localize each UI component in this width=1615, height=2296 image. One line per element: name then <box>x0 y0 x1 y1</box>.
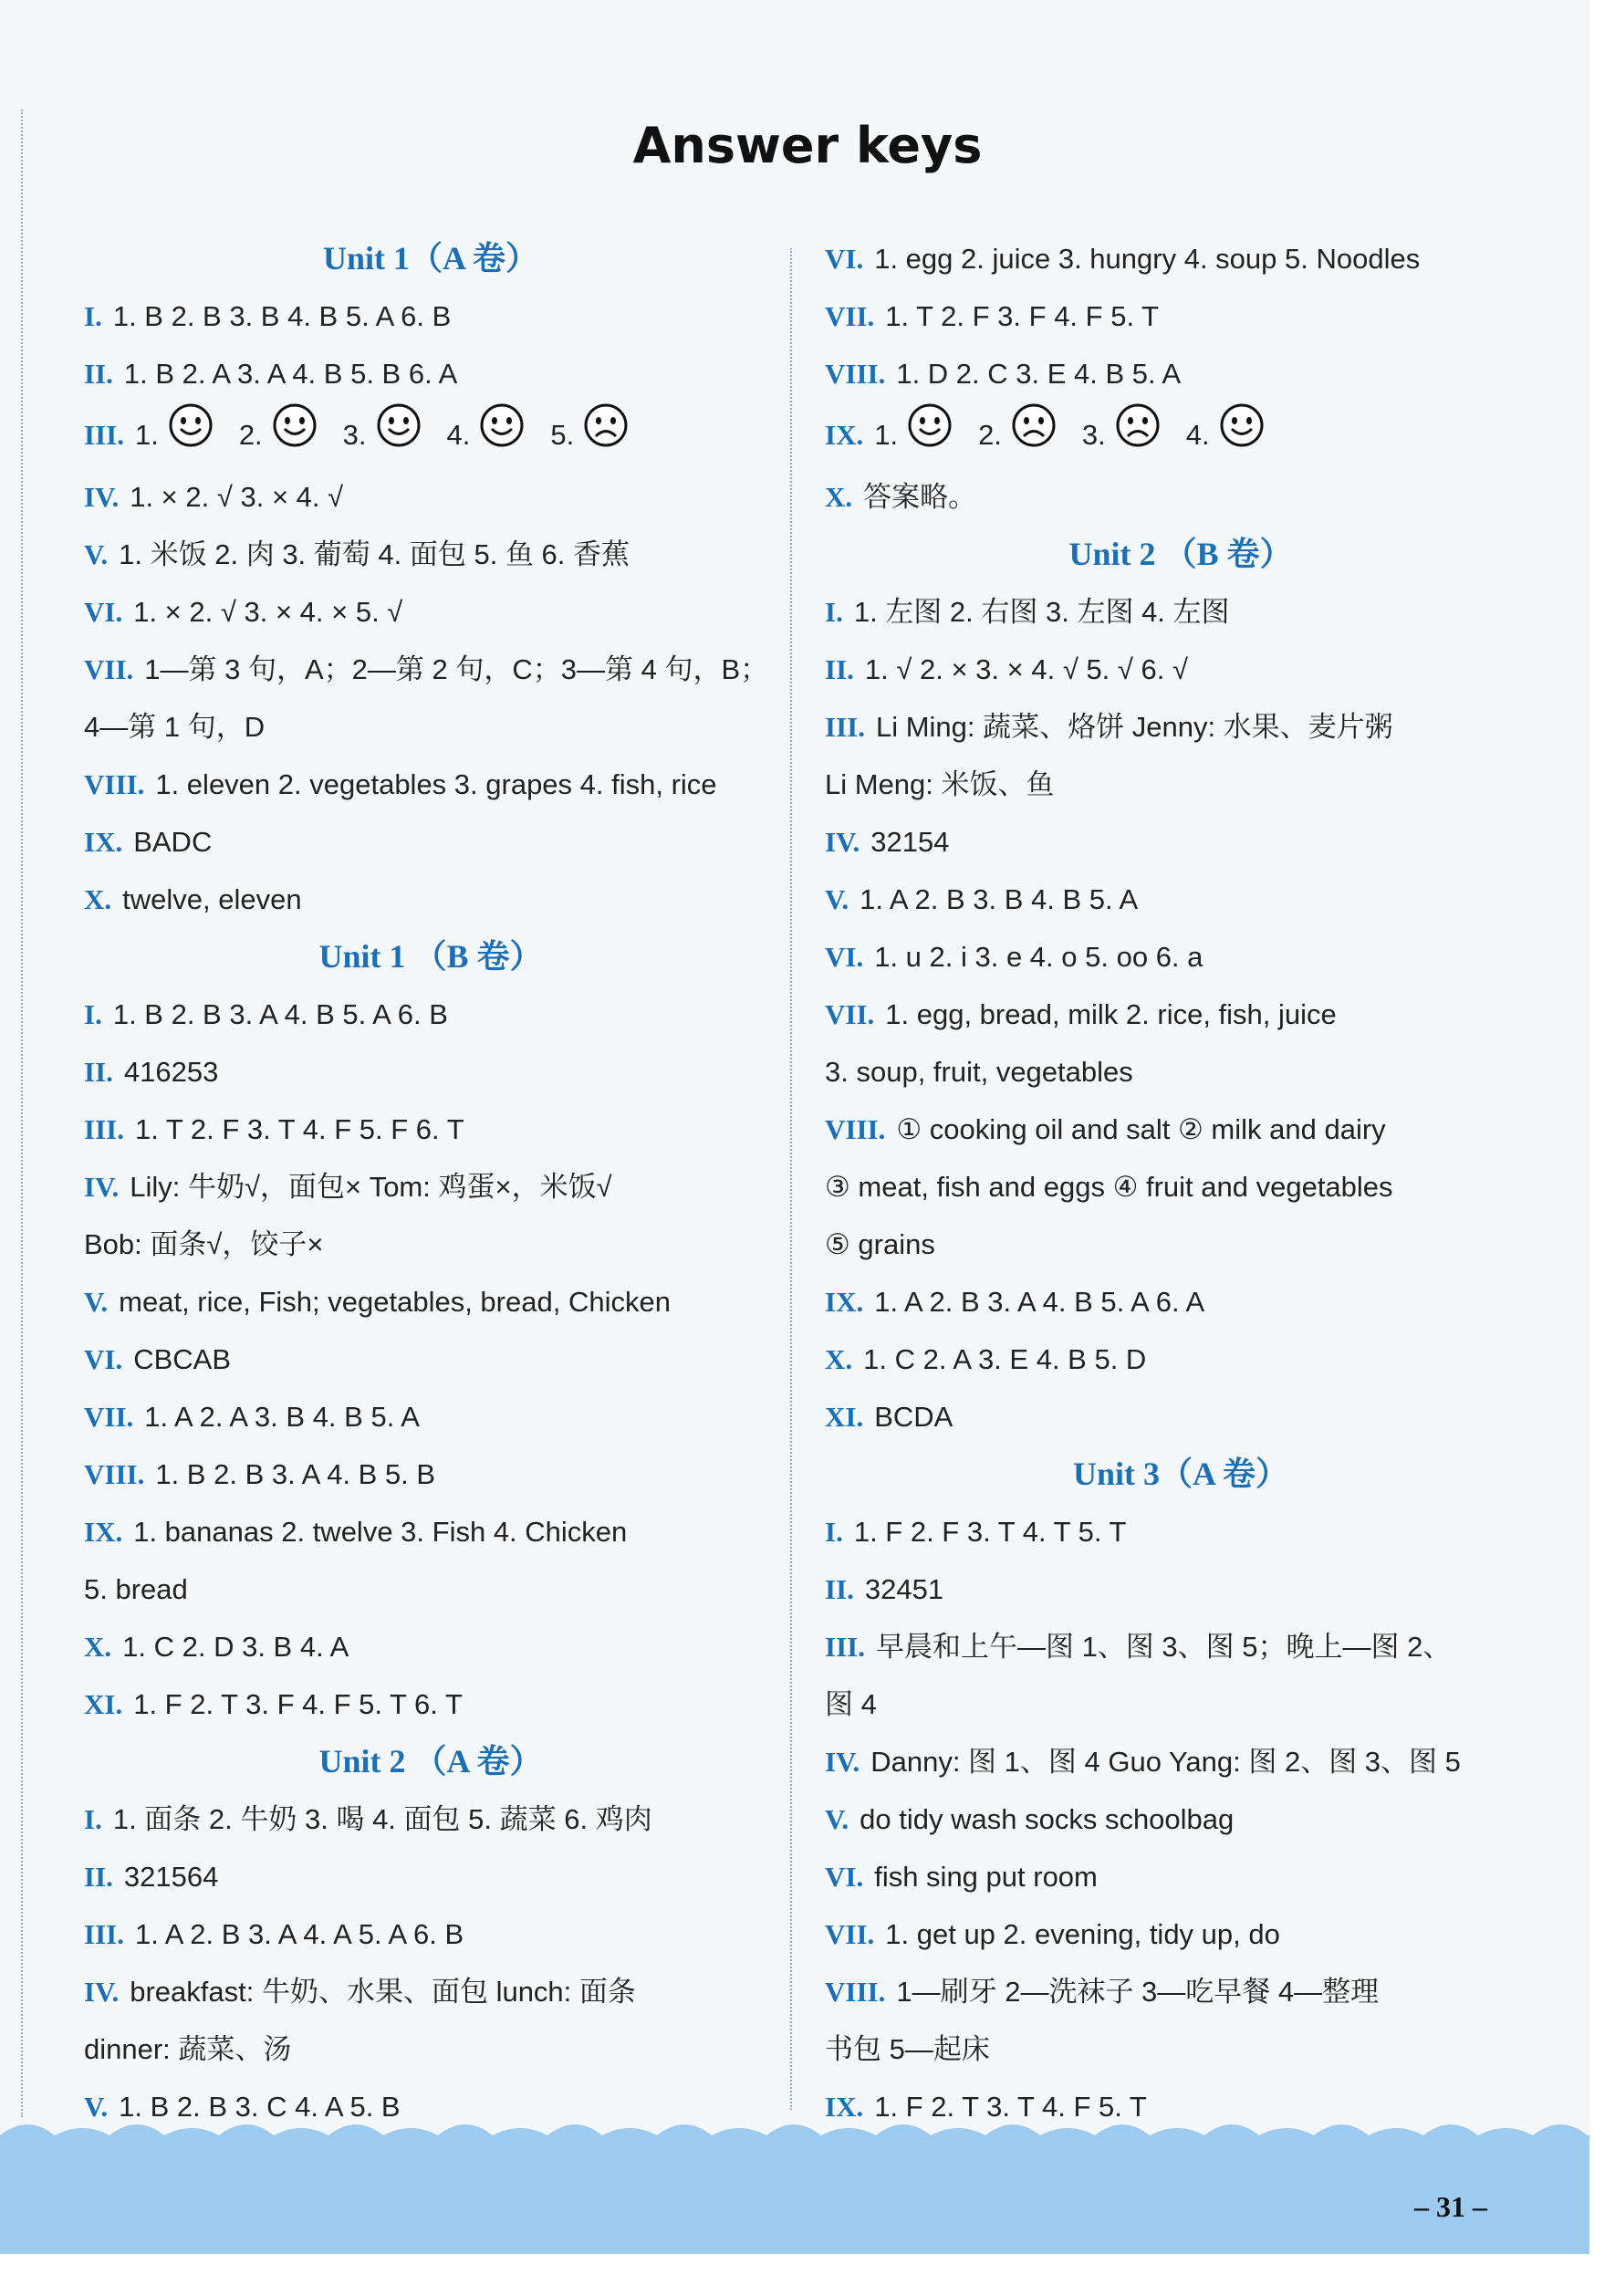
answer-text: 3. soup, fruit, vegetables <box>825 1056 1133 1088</box>
answer-text: 1. eleven 2. vegetables 3. grapes 4. fish, rice <box>155 768 717 800</box>
answer-text: ③ meat, fish and eggs ④ fruit and vegetables <box>825 1171 1393 1203</box>
face-label: 3. <box>342 419 367 452</box>
face-label: 2. <box>238 419 263 452</box>
question-number: VII. <box>84 1401 134 1433</box>
question-number: VII. <box>825 300 875 332</box>
answer-text: Bob: 面条√，饺子× <box>84 1228 324 1260</box>
question-number: VI. <box>84 1343 123 1375</box>
answer-line <box>825 287 1537 345</box>
answer-line <box>825 928 1537 986</box>
question-number: X. <box>84 883 112 915</box>
answer-text: 1. B 2. A 3. A 4. B 5. B 6. A <box>123 358 458 390</box>
question-number: IV. <box>84 1976 120 2008</box>
answer-text: fish sing put room <box>874 1861 1098 1893</box>
question-number: V. <box>84 1286 109 1318</box>
question-number: I. <box>84 300 102 332</box>
smiley-face-icon <box>272 402 318 472</box>
answer-text: 416253 <box>123 1056 219 1088</box>
answer-text: 1. 米饭 2. 肉 3. 葡萄 4. 面包 5. 鱼 6. 香蕉 <box>119 538 630 570</box>
answer-line <box>825 583 1537 641</box>
answer-text: 1. bananas 2. twelve 3. Fish 4. Chicken <box>133 1516 628 1548</box>
answer-text: 1. T 2. F 3. T 4. F 5. F 6. T <box>134 1113 464 1145</box>
answer-line <box>84 986 777 1043</box>
question-number: III. <box>84 1918 124 1950</box>
question-number: I. <box>825 596 843 628</box>
question-number: I. <box>825 1516 843 1548</box>
question-number: IX. <box>825 2091 864 2123</box>
face-label: 5. <box>550 419 575 452</box>
question-number: VIII. <box>825 358 886 390</box>
question-number: VIII. <box>825 1976 886 2008</box>
answer-text: ① cooking oil and salt ② milk and dairy <box>896 1113 1386 1145</box>
answer-text: breakfast: 牛奶、水果、面包 lunch: 面条 <box>130 1976 636 2008</box>
answer-text: 1. A 2. B 3. A 4. A 5. A 6. B <box>134 1918 464 1950</box>
smiley-face-icon <box>479 402 525 472</box>
answer-continuation <box>825 1043 1537 1101</box>
answer-line-faces <box>84 402 777 468</box>
question-number: III. <box>825 711 865 743</box>
question-number: V. <box>84 538 109 570</box>
answer-text: 1—第 3 句，A；2—第 2 句，C；3—第 4 句，B； <box>144 653 769 685</box>
question-number: VIII. <box>84 768 145 800</box>
question-number: X. <box>825 1343 853 1375</box>
answer-text: 书包 5—起床 <box>825 2033 990 2065</box>
answer-text: 321564 <box>123 1861 219 1893</box>
question-number: VI. <box>84 596 123 628</box>
sad-face-icon <box>583 402 629 472</box>
answer-line <box>84 1790 777 1848</box>
question-number: V. <box>825 883 849 915</box>
question-number: III. <box>84 1113 124 1145</box>
answer-text: 1. B 2. B 3. C 4. A 5. B <box>119 2091 401 2123</box>
answer-text: 1. F 2. F 3. T 4. T 5. T <box>853 1516 1127 1548</box>
wave-footer-decoration <box>0 2108 1589 2254</box>
answer-text: 早晨和上午—图 1、图 3、图 5；晚上—图 2、 <box>875 1631 1452 1663</box>
answer-line <box>84 1273 777 1331</box>
answer-text: 1. × 2. √ 3. × 4. × 5. √ <box>133 596 403 628</box>
column-divider <box>790 248 792 2110</box>
answer-text: do tidy wash socks schoolbag <box>860 1803 1235 1835</box>
answer-line <box>825 1790 1537 1848</box>
answer-text: 1. × 2. √ 3. × 4. √ <box>130 481 344 513</box>
answer-text: Li Ming: 蔬菜、烙饼 Jenny: 水果、麦片粥 <box>875 711 1393 743</box>
sad-face-icon <box>1115 402 1161 472</box>
answer-line <box>825 1273 1537 1331</box>
answer-text: 1. √ 2. × 3. × 4. √ 5. √ 6. √ <box>864 653 1189 685</box>
question-number: IX. <box>825 1286 864 1318</box>
smiley-face-icon <box>1219 402 1265 472</box>
answer-line <box>825 1503 1537 1560</box>
answer-line <box>825 1388 1537 1445</box>
right-column <box>825 230 1537 2135</box>
answer-text: 1. F 2. T 3. F 4. F 5. T 6. T <box>133 1688 463 1720</box>
unit-heading: Unit 3（A 卷） <box>1072 1456 1289 1492</box>
answer-line <box>825 641 1537 698</box>
answer-text: 32451 <box>864 1573 944 1605</box>
unit-heading: Unit 1（A 卷） <box>322 240 539 277</box>
answer-line <box>84 1388 777 1445</box>
answer-line-faces <box>825 402 1537 468</box>
answer-text: 4—第 1 句，D <box>84 711 266 743</box>
answer-text: CBCAB <box>133 1343 232 1375</box>
face-label: 1. <box>134 419 159 452</box>
answer-line <box>84 468 777 526</box>
question-number: II. <box>84 358 113 390</box>
question-number: VI. <box>825 243 864 275</box>
question-number: X. <box>825 481 853 513</box>
answer-line <box>825 468 1537 526</box>
answer-line <box>825 1905 1537 1963</box>
answer-text: BADC <box>133 826 213 858</box>
answer-continuation <box>84 1560 777 1618</box>
answer-text: 5. bread <box>84 1573 188 1605</box>
page-number: – 31 – <box>1414 2190 1487 2223</box>
answer-line <box>84 526 777 583</box>
answer-line <box>825 986 1537 1043</box>
answer-line <box>84 1503 777 1560</box>
answer-line <box>84 1618 777 1675</box>
question-number: VIII. <box>825 1113 886 1145</box>
answer-line <box>825 813 1537 871</box>
answer-continuation <box>84 698 777 756</box>
question-number: IV. <box>84 1171 120 1203</box>
answer-line <box>84 583 777 641</box>
answer-text: 1. get up 2. evening, tidy up, do <box>885 1918 1280 1950</box>
question-number: I. <box>84 1803 102 1835</box>
answer-line <box>825 698 1537 756</box>
question-number: IX. <box>825 419 864 452</box>
answer-text: 1. A 2. B 3. A 4. B 5. A 6. A <box>874 1286 1205 1318</box>
answer-text: Lily: 牛奶√，面包× Tom: 鸡蛋×，米饭√ <box>130 1171 612 1203</box>
answer-continuation <box>84 2020 777 2078</box>
answer-line <box>84 1043 777 1101</box>
question-number: VII. <box>825 998 875 1030</box>
face-label: 4. <box>446 419 471 452</box>
answer-line <box>84 1331 777 1388</box>
question-number: V. <box>84 2091 109 2123</box>
answer-text: 1. D 2. C 3. E 4. B 5. A <box>896 358 1182 390</box>
answer-text: BCDA <box>874 1401 953 1433</box>
question-number: IX. <box>84 826 123 858</box>
answer-line <box>825 345 1537 402</box>
answer-text: 1. B 2. B 3. A 4. B 5. A 6. B <box>112 998 448 1030</box>
unit-heading: Unit 2 （A 卷） <box>318 1743 543 1779</box>
unit-heading: Unit 2 （B 卷） <box>1068 536 1293 572</box>
answer-continuation <box>825 1675 1537 1733</box>
answer-line <box>84 1963 777 2020</box>
question-number: XI. <box>825 1401 864 1433</box>
face-label: 3. <box>1081 419 1106 452</box>
answer-text: 1. egg 2. juice 3. hungry 4. soup 5. Noodles <box>874 243 1421 275</box>
answer-text: 图 4 <box>825 1688 877 1720</box>
answer-text: 1—刷牙 2—洗袜子 3—吃早餐 4—整理 <box>896 1976 1380 2008</box>
answer-line <box>825 1733 1537 1790</box>
answer-text: 答案略。 <box>863 481 977 513</box>
page-title: Answer keys <box>632 117 983 174</box>
answer-continuation <box>825 1216 1537 1273</box>
question-number: II. <box>84 1056 113 1088</box>
answer-line <box>84 813 777 871</box>
answer-line <box>825 1618 1537 1675</box>
question-number: VII. <box>825 1918 875 1950</box>
question-number: VI. <box>825 941 864 973</box>
answer-text: 1. B 2. B 3. B 4. B 5. A 6. B <box>112 300 452 332</box>
answer-line <box>84 345 777 402</box>
answer-line <box>84 1158 777 1216</box>
answer-text: 1. C 2. A 3. E 4. B 5. D <box>863 1343 1147 1375</box>
answer-line <box>84 756 777 813</box>
answer-line <box>84 641 777 698</box>
answer-text: 1. 面条 2. 牛奶 3. 喝 4. 面包 5. 蔬菜 6. 鸡肉 <box>112 1803 652 1835</box>
answer-text: ⑤ grains <box>825 1228 935 1260</box>
answer-line <box>825 1560 1537 1618</box>
answer-text: Danny: 图 1、图 4 Guo Yang: 图 2、图 3、图 5 <box>870 1746 1461 1778</box>
sad-face-icon <box>1011 402 1057 472</box>
question-number: VII. <box>84 653 134 685</box>
answer-line <box>825 1331 1537 1388</box>
smiley-face-icon <box>376 402 422 472</box>
answer-line <box>84 287 777 345</box>
answer-line <box>84 871 777 928</box>
question-number: VI. <box>825 1861 864 1893</box>
answer-continuation <box>825 1158 1537 1216</box>
answer-text: 1. B 2. B 3. A 4. B 5. B <box>155 1458 436 1490</box>
face-label: 4. <box>1185 419 1210 452</box>
question-number: IX. <box>84 1516 123 1548</box>
answer-line <box>825 1848 1537 1905</box>
smiley-face-icon <box>168 402 214 472</box>
answer-line <box>84 1445 777 1503</box>
question-number: II. <box>84 1861 113 1893</box>
unit-heading: Unit 1 （B 卷） <box>318 938 543 975</box>
answer-text: 32154 <box>870 826 950 858</box>
answer-text: Li Meng: 米饭、鱼 <box>825 768 1055 800</box>
answer-continuation <box>825 2020 1537 2078</box>
answer-text: 1. A 2. B 3. B 4. B 5. A <box>860 883 1139 915</box>
answer-text: dinner: 蔬菜、汤 <box>84 2033 292 2065</box>
question-number: V. <box>825 1803 849 1835</box>
answer-text: 1. A 2. A 3. B 4. B 5. A <box>144 1401 420 1433</box>
left-column <box>84 230 777 2135</box>
answer-text: meat, rice, Fish; vegetables, bread, Chicken <box>119 1286 671 1318</box>
question-number: VIII. <box>84 1458 145 1490</box>
answer-text: 1. C 2. D 3. B 4. A <box>122 1631 349 1663</box>
margin-guide-line <box>21 110 23 2117</box>
answer-text: twelve, eleven <box>122 883 302 915</box>
answer-text: 1. u 2. i 3. e 4. o 5. oo 6. a <box>874 941 1203 973</box>
answer-line <box>825 1963 1537 2020</box>
question-number: IV. <box>825 826 860 858</box>
answer-line <box>825 230 1537 287</box>
face-label: 2. <box>978 419 1002 452</box>
question-number: X. <box>84 1631 112 1663</box>
question-number: II. <box>825 1573 854 1605</box>
answer-text: 1. T 2. F 3. F 4. F 5. T <box>885 300 1160 332</box>
answer-line <box>84 1848 777 1905</box>
answer-line <box>84 1675 777 1733</box>
face-label: 1. <box>874 419 899 452</box>
question-number: XI. <box>84 1688 123 1720</box>
question-number: III. <box>825 1631 865 1663</box>
answer-text: 1. 左图 2. 右图 3. 左图 4. 左图 <box>853 596 1230 628</box>
answer-text: 1. egg, bread, milk 2. rice, fish, juice <box>885 998 1337 1030</box>
answer-continuation <box>825 756 1537 813</box>
answer-line <box>84 1101 777 1158</box>
answer-line <box>825 1101 1537 1158</box>
question-number: IV. <box>825 1746 860 1778</box>
question-number: IV. <box>84 481 120 513</box>
answer-line <box>825 871 1537 928</box>
answer-line <box>84 1905 777 1963</box>
answer-continuation <box>84 1216 777 1273</box>
answer-text: 1. F 2. T 3. T 4. F 5. T <box>874 2091 1147 2123</box>
question-number: I. <box>84 998 102 1030</box>
smiley-face-icon <box>907 402 953 472</box>
question-number: III. <box>84 419 124 452</box>
question-number: II. <box>825 653 854 685</box>
